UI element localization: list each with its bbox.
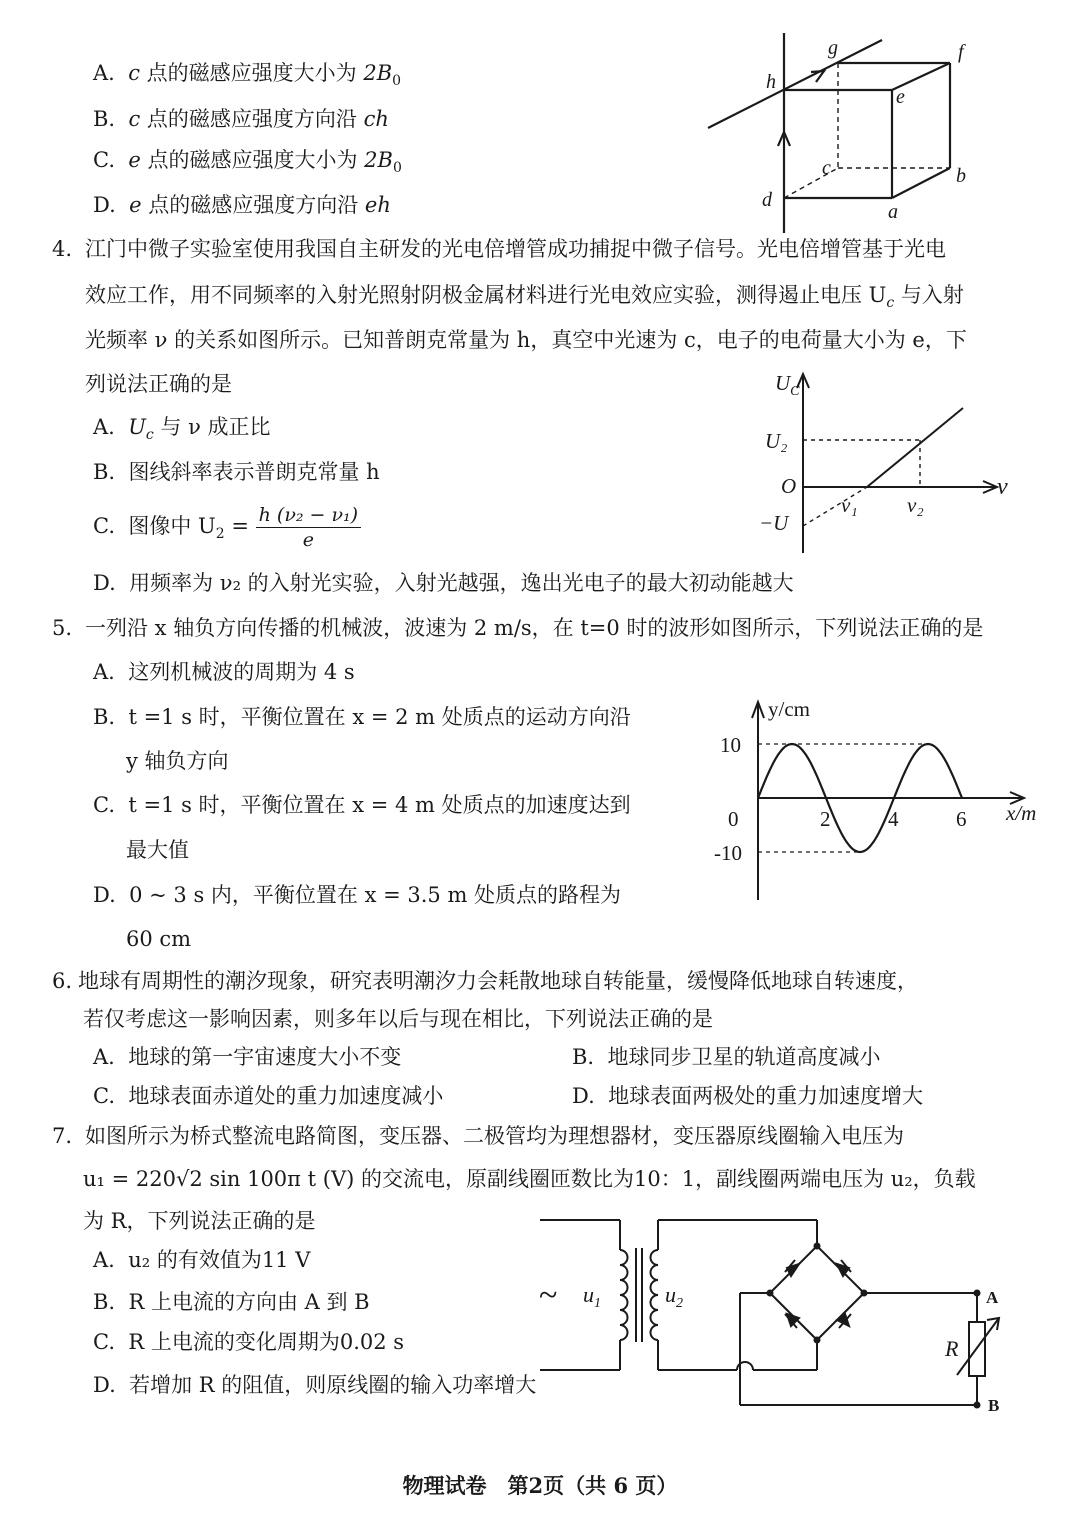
wave-x-tick-label: 6 [956, 807, 967, 831]
q7-rectifier-circuit [525, 1210, 1025, 1420]
q5-option-b-line-1: B. t =1 s 时，平衡位置在 x = 2 m 处质点的运动方向沿 [93, 705, 631, 729]
q6-option-d: D. 地球表面两极处的重力加速度增大 [572, 1084, 924, 1108]
wave-y-tick-label: 10 [720, 733, 741, 757]
q4-option-c: C. 图像中 $U_2$ = $\frac{\text{h (ν₂ − ν₁)}}{e}$ [93, 497, 361, 563]
q7-stem-line-2: u₁ = 220√2 sin 100π t (V) 的交流电，原副线圈匝数比为10：1，副线圈两端电压为 u₂，负载 [83, 1167, 976, 1191]
q6-stem-line-2: 若仅考虑这一影响因素，则多年以后与现在相比，下列说法正确的是 [83, 1007, 713, 1031]
graph-origin-label: O [781, 474, 797, 498]
graph-neg-u-label: −U [759, 511, 789, 535]
graph-u2-label: U₂ [765, 429, 788, 453]
q7-stem-line-3: 为 R，下列说法正确的是 [83, 1209, 316, 1233]
q4-option-c-fraction: $\frac{\text{h (ν₂ − ν₁)}}{e}$ [256, 503, 361, 552]
q5-option-b-line-2: y 轴负方向 [126, 749, 229, 773]
page-footer: 物理试卷 第2页（共 6 页） [402, 1473, 678, 1498]
circuit-b-label: B [988, 1396, 1000, 1415]
q3-option-b: B. c 点的磁感应强度方向沿 ch [93, 107, 389, 131]
cube-label-g: g [828, 37, 838, 59]
q5-wave-chart [700, 690, 1060, 905]
wave-x-tick-label: 0 [728, 807, 739, 831]
q5-option-c-line-1: C. t =1 s 时，平衡位置在 x = 4 m 处质点的加速度达到 [93, 793, 631, 817]
cube-label-f: f [958, 41, 964, 63]
q5-option-d-line-1: D. 0 ~ 3 s 内，平衡位置在 x = 3.5 m 处质点的路程为 [93, 883, 622, 907]
q3-option-d: D. e 点的磁感应强度方向沿 eh [93, 193, 391, 217]
cube-label-h: h [766, 71, 776, 93]
wave-x-axis-label: x/m [1006, 801, 1037, 825]
q6-option-b: B. 地球同步卫星的轨道高度减小 [572, 1045, 881, 1069]
graph-nu2-label: ν₂ [907, 493, 924, 517]
q4-stem-line-3: 光频率 ν 的关系如图所示。已知普朗克常量为 h，真空中光速为 c，电子的电荷量大小为 e，下 [85, 328, 967, 352]
wave-x-tick-label: 4 [888, 807, 899, 831]
cube-label-c: c [822, 157, 831, 179]
q7-option-a: A. u₂ 的有效值为11 V [93, 1248, 311, 1272]
q6-stem-line-1: 地球有周期性的潮汐现象，研究表明潮汐力会耗散地球自转能量，缓慢降低地球自转速度， [78, 969, 918, 993]
circuit-ac-symbol: ~ [539, 1277, 558, 1314]
q4-stem-line-2: 效应工作，用不同频率的入射光照射阴极金属材料进行光电效应实验，测得遏止电压 $U_c$ 与入射 [85, 283, 964, 312]
q4-stem-line-4: 列说法正确的是 [85, 372, 232, 396]
q7-stem-line-1: 如图所示为桥式整流电路简图，变压器、二极管均为理想器材，变压器原线圈输入电压为 [85, 1124, 904, 1148]
q4-stem-line-1: 江门中微子实验室使用我国自主研发的光电倍增管成功捕捉中微子信号。光电倍增管基于光电 [85, 237, 946, 261]
circuit-a-label: A [986, 1288, 999, 1307]
q4-option-b: B. 图线斜率表示普朗克常量 h [93, 460, 380, 484]
q7-option-c: C. R 上电流的变化周期为0.02 s [93, 1330, 405, 1354]
circuit-r-label: R [945, 1336, 959, 1361]
q7-option-d: D. 若增加 R 的阻值，则原线圈的输入功率增大 [93, 1373, 537, 1397]
q3-option-c: C. e 点的磁感应强度大小为 $2B_0$ [93, 148, 402, 177]
cube-label-a: a [888, 201, 898, 223]
q7-option-b: B. R 上电流的方向由 A 到 B [93, 1290, 370, 1314]
q3-cube-figure [700, 28, 1000, 238]
wave-y-axis-label: y/cm [768, 697, 810, 721]
q5-stem: 一列沿 x 轴负方向传播的机械波，波速为 2 m/s，在 t=0 时的波形如图所示，下列说法正确的是 [85, 616, 984, 640]
wave-x-tick-label: 2 [820, 807, 831, 831]
cube-label-e: e [896, 86, 905, 108]
cube-label-b: b [956, 165, 966, 187]
q6-number: 6. [52, 969, 73, 993]
cube-label-d: d [762, 189, 772, 211]
graph-x-axis-label: ν [997, 474, 1008, 500]
q5-option-a: A. 这列机械波的周期为 4 s [93, 660, 355, 684]
q5-number: 5. [52, 616, 73, 640]
graph-y-axis-label: $U_C$ [775, 371, 800, 399]
circuit-u2-label: $u_2$ [665, 1282, 683, 1311]
q4-option-d: D. 用频率为 ν₂ 的入射光实验，入射光越强，逸出光电子的最大初动能越大 [93, 571, 794, 595]
q6-option-a: A. 地球的第一宇宙速度大小不变 [93, 1045, 402, 1069]
q4-number: 4. [52, 237, 73, 261]
wave-y-tick-label: -10 [714, 841, 742, 865]
q4-option-a: A. $U_c$ 与 ν 成正比 [93, 415, 271, 444]
q3-option-a: A. c 点的磁感应强度大小为 $2B_0$ [93, 61, 402, 90]
circuit-u1-label: $u_1$ [583, 1282, 601, 1311]
graph-nu1-label: ν₁ [841, 493, 858, 517]
q6-option-c: C. 地球表面赤道处的重力加速度减小 [93, 1084, 444, 1108]
q4-uc-nu-graph [755, 368, 1015, 558]
q5-option-d-line-2: 60 cm [126, 927, 192, 951]
q7-number: 7. [52, 1124, 73, 1148]
q5-option-c-line-2: 最大值 [126, 838, 189, 862]
